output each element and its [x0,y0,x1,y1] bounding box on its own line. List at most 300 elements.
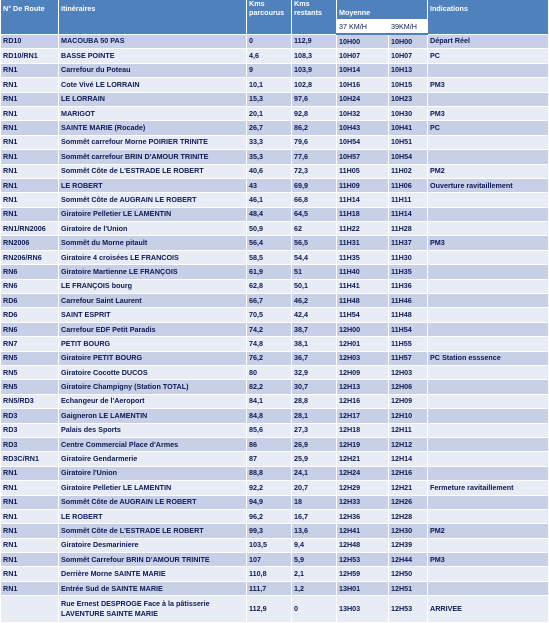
indication-cell [428,380,549,394]
km-parcourus-cell: 46,1 [247,193,292,207]
time-39-cell: 12H44 [389,553,428,567]
time-39-cell: 11H46 [389,294,428,308]
route-cell: RN1 [1,78,59,92]
route-cell: RN1 [1,481,59,495]
time-39-cell: 11H48 [389,308,428,322]
km-parcourus-cell: 70,5 [247,308,292,322]
km-restants-cell: 108,3 [292,49,337,63]
time-39-cell: 11H55 [389,337,428,351]
time-37-cell: 11H31 [337,236,389,250]
time-39-cell: 11H35 [389,265,428,279]
itineraire-cell: Palais des Sports [59,423,247,437]
time-39-cell: 11H06 [389,178,428,192]
indication-cell: PC [428,49,549,63]
time-39-cell: 12H26 [389,495,428,509]
time-37-cell: 11H22 [337,222,389,236]
table-row [1,78,549,92]
km-restants-cell: 64,5 [292,207,337,221]
km-parcourus-cell: 94,9 [247,495,292,509]
table-row [1,250,549,264]
km-restants-cell: 102,8 [292,78,337,92]
time-37-cell: 12H13 [337,380,389,394]
table-row [1,63,549,77]
itineraire-cell: Sommêt Carrefour BRIN D'AMOUR TRINITE [59,553,247,567]
km-parcourus-cell: 107 [247,553,292,567]
table-row [1,581,549,595]
header-row [1,0,549,20]
time-39-cell: 10H54 [389,150,428,164]
km-parcourus-cell: 87 [247,452,292,466]
time-39-cell: 12H30 [389,524,428,538]
table-row [1,322,549,336]
table-row [1,596,549,623]
km-parcourus-cell: 43 [247,178,292,192]
time-37-cell: 11H48 [337,294,389,308]
route-cell: RD3 [1,409,59,423]
itineraire-cell: LE ROBERT [59,178,247,192]
table-row [1,365,549,379]
time-37-cell: 12H59 [337,567,389,581]
km-restants-cell: 5,9 [292,553,337,567]
route-cell: RN7 [1,337,59,351]
route-cell: RN6 [1,322,59,336]
itineraire-cell: Gaigneron LE LAMENTIN [59,409,247,423]
indication-cell: PM3 [428,553,549,567]
table-row [1,49,549,63]
time-37-cell: 10H00 [337,34,389,49]
km-restants-cell: 9,4 [292,538,337,552]
time-39-cell: 12H12 [389,437,428,451]
km-parcourus-cell: 9 [247,63,292,77]
route-cell: RD10/RN1 [1,49,59,63]
route-cell: RN5 [1,351,59,365]
route-cell: RN1/RN2006 [1,222,59,236]
time-37-cell: 11H14 [337,193,389,207]
time-39-cell: 12H06 [389,380,428,394]
table-row [1,193,549,207]
table-row [1,538,549,552]
indication-cell [428,581,549,595]
km-restants-cell: 112,9 [292,34,337,49]
km-restants-cell: 62 [292,222,337,236]
km-parcourus-cell: 103,5 [247,538,292,552]
indication-cell [428,265,549,279]
time-39-cell: 12H28 [389,509,428,523]
indication-cell [428,322,549,336]
km-restants-cell: 69,9 [292,178,337,192]
km-restants-cell: 56,5 [292,236,337,250]
time-39-cell: 11H28 [389,222,428,236]
time-39-cell: 11H11 [389,193,428,207]
time-37-cell: 10H54 [337,135,389,149]
time-39-cell: 11H30 [389,250,428,264]
time-37-cell: 10H14 [337,63,389,77]
route-cell: RD3 [1,423,59,437]
km-parcourus-cell: 86 [247,437,292,451]
table-row [1,106,549,120]
time-37-cell: 11H35 [337,250,389,264]
km-restants-cell: 51 [292,265,337,279]
route-cell: RN5 [1,380,59,394]
indication-cell: PM3 [428,236,549,250]
time-39-cell: 12H39 [389,538,428,552]
km-restants-cell: 28,8 [292,394,337,408]
km-parcourus-cell: 76,2 [247,351,292,365]
time-39-cell: 10H41 [389,121,428,135]
route-cell: RN1 [1,92,59,106]
km-restants-cell: 66,8 [292,193,337,207]
km-restants-cell: 42,4 [292,308,337,322]
header-itineraire: Itinéraires [59,0,247,34]
itineraire-cell: Sommêt du Morne pitault [59,236,247,250]
itineraire-cell: LE LORRAIN [59,92,247,106]
time-39-cell: 12H21 [389,481,428,495]
time-37-cell: 10H43 [337,121,389,135]
km-restants-cell: 28,1 [292,409,337,423]
km-restants-cell: 54,4 [292,250,337,264]
km-parcourus-cell: 4,6 [247,49,292,63]
route-cell: RN1 [1,135,59,149]
indication-cell: PM3 [428,106,549,120]
km-parcourus-cell: 15,3 [247,92,292,106]
time-39-cell: 10H15 [389,78,428,92]
km-restants-cell: 26,9 [292,437,337,451]
km-parcourus-cell: 48,4 [247,207,292,221]
km-parcourus-cell: 80 [247,365,292,379]
km-parcourus-cell: 84,1 [247,394,292,408]
time-39-cell: 11H14 [389,207,428,221]
table-row [1,178,549,192]
indication-cell [428,150,549,164]
km-parcourus-cell: 84,8 [247,409,292,423]
route-cell: RN1 [1,524,59,538]
km-restants-cell: 13,6 [292,524,337,538]
time-39-cell: 12H16 [389,466,428,480]
table-row [1,351,549,365]
indication-cell [428,294,549,308]
table-row [1,164,549,178]
time-37-cell: 10H16 [337,78,389,92]
indication-cell: Fermeture ravitaillement [428,481,549,495]
time-37-cell: 11H41 [337,279,389,293]
itineraire-cell: Giratoire Pelletier LE LAMENTIN [59,207,247,221]
time-39-cell: 10H30 [389,106,428,120]
itineraire-cell: SAINT ESPRIT [59,308,247,322]
itineraire-cell: Echangeur de l'Aeroport [59,394,247,408]
time-37-cell: 12H09 [337,365,389,379]
table-row [1,121,549,135]
time-37-cell: 12H33 [337,495,389,509]
route-cell: RN1 [1,581,59,595]
km-restants-cell: 38,1 [292,337,337,351]
table-row [1,423,549,437]
route-cell: RN1 [1,509,59,523]
route-cell: RN1 [1,150,59,164]
time-39-cell: 11H36 [389,279,428,293]
table-row [1,207,549,221]
km-parcourus-cell: 33,3 [247,135,292,149]
time-39-cell: 12H10 [389,409,428,423]
time-37-cell: 11H18 [337,207,389,221]
km-restants-cell: 32,9 [292,365,337,379]
table-row [1,466,549,480]
km-parcourus-cell: 99,3 [247,524,292,538]
time-39-cell: 11H37 [389,236,428,250]
itineraire-cell: Giratoire Martienne LE FRANÇOIS [59,265,247,279]
km-parcourus-cell: 10,1 [247,78,292,92]
table-row [1,481,549,495]
km-restants-cell: 86,2 [292,121,337,135]
time-39-cell: 10H07 [389,49,428,63]
indication-cell: Ouverture ravitaillement [428,178,549,192]
km-parcourus-cell: 74,8 [247,337,292,351]
km-restants-cell: 36,7 [292,351,337,365]
time-37-cell: 12H18 [337,423,389,437]
header-km-parcourus: Kms parcourus [247,0,292,34]
route-cell: RN1 [1,193,59,207]
table-row [1,236,549,250]
table-body [1,34,549,623]
km-parcourus-cell: 58,5 [247,250,292,264]
indication-cell [428,222,549,236]
time-39-cell: 12H53 [389,596,428,623]
itineraire-cell: LE FRANÇOIS bourg [59,279,247,293]
itineraire-cell: Giratoire Pelletier LE LAMENTIN [59,481,247,495]
table-row [1,509,549,523]
table-row [1,495,549,509]
time-37-cell: 12H19 [337,437,389,451]
time-39-cell: 12H50 [389,567,428,581]
route-cell: RN6 [1,265,59,279]
indication-cell [428,538,549,552]
indication-cell [428,63,549,77]
indication-cell: ARRIVEE [428,596,549,623]
indication-cell [428,409,549,423]
indication-cell: Départ Réel [428,34,549,49]
itineraire-cell: MARIGOT [59,106,247,120]
km-restants-cell: 2,1 [292,567,337,581]
km-parcourus-cell: 92,2 [247,481,292,495]
table-row [1,294,549,308]
route-cell: RN1 [1,63,59,77]
indication-cell [428,437,549,451]
km-parcourus-cell: 96,2 [247,509,292,523]
table-row [1,92,549,106]
itineraire-cell: LE ROBERT [59,509,247,523]
km-restants-cell: 103,9 [292,63,337,77]
km-parcourus-cell: 82,2 [247,380,292,394]
km-restants-cell: 30,7 [292,380,337,394]
time-37-cell: 12H36 [337,509,389,523]
km-restants-cell: 20,7 [292,481,337,495]
km-restants-cell: 24,1 [292,466,337,480]
route-cell: RN1 [1,164,59,178]
indication-cell [428,423,549,437]
header-speed-39: 39KM/H [389,20,428,35]
table-row [1,452,549,466]
indication-cell: PM2 [428,524,549,538]
table-row [1,567,549,581]
route-cell: RD10 [1,34,59,49]
km-parcourus-cell: 66,7 [247,294,292,308]
route-cell: RN5/RD3 [1,394,59,408]
km-restants-cell: 16,7 [292,509,337,523]
header-km-restants: Kms restants [292,0,337,34]
indication-cell [428,250,549,264]
indication-cell [428,509,549,523]
route-cell: RN6 [1,279,59,293]
time-39-cell: 12H11 [389,423,428,437]
time-39-cell: 10H13 [389,63,428,77]
header-speed-37: 37 KM/H [337,20,389,35]
table-row [1,34,549,49]
route-cell: RN5 [1,365,59,379]
table-row [1,337,549,351]
time-39-cell: 10H00 [389,34,428,49]
km-parcourus-cell: 61,9 [247,265,292,279]
time-37-cell: 10H32 [337,106,389,120]
route-cell [1,596,59,623]
km-restants-cell: 79,6 [292,135,337,149]
table-row [1,135,549,149]
table-row [1,409,549,423]
itineraire-cell: Sommêt Côte de L'ESTRADE LE ROBERT [59,164,247,178]
time-37-cell: 10H07 [337,49,389,63]
header-route: N° De Route [1,0,59,34]
time-37-cell: 11H09 [337,178,389,192]
time-39-cell: 12H14 [389,452,428,466]
itineraire-cell: Derrière Morne SAINTE MARIE [59,567,247,581]
table-row [1,222,549,236]
header-moyenne: Moyenne [337,0,428,20]
itineraire-cell: Sommêt Côte de L'ESTRADE LE ROBERT [59,524,247,538]
time-37-cell: 12H17 [337,409,389,423]
table-row [1,380,549,394]
km-restants-cell: 1,2 [292,581,337,595]
route-cell: RN1 [1,106,59,120]
time-37-cell: 12H00 [337,322,389,336]
time-37-cell: 10H57 [337,150,389,164]
time-37-cell: 12H03 [337,351,389,365]
time-37-cell: 12H24 [337,466,389,480]
route-cell: RN1 [1,207,59,221]
time-39-cell: 11H54 [389,322,428,336]
itineraire-cell: Giratoire Gendarmerie [59,452,247,466]
itineraire-cell: Entrée Sud de SAINTE MARIE [59,581,247,595]
table-row [1,437,549,451]
km-restants-cell: 97,6 [292,92,337,106]
route-cell: RN1 [1,567,59,581]
itineraire-cell: Giratoire Champigny (Station TOTAL) [59,380,247,394]
indication-cell [428,452,549,466]
time-37-cell: 11H40 [337,265,389,279]
itineraire-cell: Sommêt carrefour BRIN D'AMOUR TRINITE [59,150,247,164]
time-39-cell: 12H51 [389,581,428,595]
route-cell: RN1 [1,553,59,567]
time-37-cell: 10H24 [337,92,389,106]
km-parcourus-cell: 56,4 [247,236,292,250]
itineraire-cell: BASSE POINTE [59,49,247,63]
km-parcourus-cell: 85,6 [247,423,292,437]
itineraire-cell: Cote Vivé LE LORRAIN [59,78,247,92]
km-parcourus-cell: 35,3 [247,150,292,164]
indication-cell: PC Station esssence [428,351,549,365]
itineraire-cell: Giratoire 4 croisées LE FRANCOIS [59,250,247,264]
itineraire-cell: Giratoire Desmariniere [59,538,247,552]
route-cell: RN1 [1,466,59,480]
time-39-cell: 12H09 [389,394,428,408]
km-parcourus-cell: 111,7 [247,581,292,595]
indication-cell [428,365,549,379]
route-cell: RN206/RN6 [1,250,59,264]
route-cell: RN1 [1,121,59,135]
route-cell: RD3 [1,437,59,451]
time-37-cell: 12H29 [337,481,389,495]
route-cell: RN1 [1,538,59,552]
km-parcourus-cell: 40,6 [247,164,292,178]
indication-cell [428,135,549,149]
indication-cell [428,279,549,293]
itineraire-cell: Giratoire de l'Union [59,222,247,236]
km-parcourus-cell: 112,9 [247,596,292,623]
km-restants-cell: 38,7 [292,322,337,336]
route-cell: RD6 [1,294,59,308]
time-37-cell: 12H41 [337,524,389,538]
itineraire-cell: Carrefour Saint Laurent [59,294,247,308]
indication-cell [428,308,549,322]
table-row [1,279,549,293]
itineraire-cell: Giratoire PETIT BOURG [59,351,247,365]
indication-cell [428,337,549,351]
itineraire-cell: Sommêt Côte de AUGRAIN LE ROBERT [59,193,247,207]
time-37-cell: 12H53 [337,553,389,567]
time-37-cell: 13H01 [337,581,389,595]
itineraire-cell: Carrefour EDF Petit Paradis [59,322,247,336]
indication-cell: PM2 [428,164,549,178]
time-37-cell: 12H21 [337,452,389,466]
table-row [1,265,549,279]
km-parcourus-cell: 50,9 [247,222,292,236]
route-cell: RD6 [1,308,59,322]
route-cell: RN2006 [1,236,59,250]
km-parcourus-cell: 62,8 [247,279,292,293]
time-39-cell: 11H02 [389,164,428,178]
table-row [1,308,549,322]
indication-cell [428,567,549,581]
route-cell: RD3C/RN1 [1,452,59,466]
time-39-cell: 10H51 [389,135,428,149]
time-39-cell: 10H23 [389,92,428,106]
indication-cell [428,207,549,221]
km-restants-cell: 77,6 [292,150,337,164]
table-row [1,553,549,567]
indication-cell [428,394,549,408]
indication-cell [428,193,549,207]
itineraire-cell: MACOUBA 50 PAS [59,34,247,49]
table-row [1,394,549,408]
header-indications: Indications [428,0,549,34]
itineraire-cell: Centre Commercial Place d'Armes [59,437,247,451]
indication-cell: PM3 [428,78,549,92]
km-restants-cell: 18 [292,495,337,509]
itineraire-cell: Giratoire Cocotte DUCOS [59,365,247,379]
itineraire-cell: Rue Ernest DESPROGE Face à la pâtisserie LAVENTURE SAINTE MARIE [59,596,247,623]
table-row [1,150,549,164]
indication-cell [428,466,549,480]
itineraire-cell: Sommêt Côte de AUGRAIN LE ROBERT [59,495,247,509]
time-37-cell: 12H48 [337,538,389,552]
itineraire-cell: Sommêt carrefour Morne POIRIER TRINITE [59,135,247,149]
